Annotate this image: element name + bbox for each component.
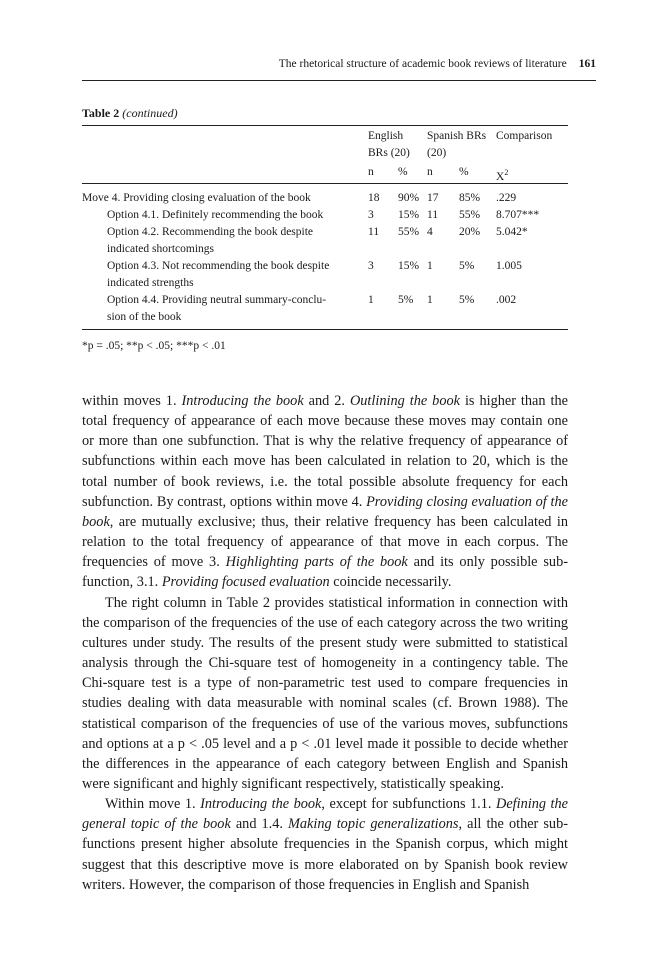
row-label-line1: Option 4.3. Not recommending the book despite (107, 260, 330, 272)
col-header-english (368, 128, 410, 162)
row-label-line2: indicated shortcomings (107, 243, 214, 255)
page-number: 161 (578, 58, 596, 70)
table-caption (82, 106, 178, 121)
row-es-n: 17 (427, 192, 439, 204)
table-bottom-rule (82, 329, 568, 330)
col-header-comparison: Comparison (496, 130, 553, 142)
table-footnote: *p = .05; **p < .05; ***p < .01 (82, 340, 226, 352)
row-es-pct: 5% (459, 260, 475, 272)
row-en-n: 1 (368, 294, 374, 306)
row-chi: 1.005 (496, 260, 522, 272)
paragraph-3: Within move 1. Introducing the book, except for subfunctions 1.1. Defining the general topic of the book and 1.4. Making topic generalizations, all the other subfunctions present higher absolute frequencies in the Spanish corpus, which might suggest that this descriptive move is more elaborated on by Spanish book review writers. However, the comparison of those frequencies in English and Spanish (82, 796, 569, 893)
body-text (82, 391, 568, 895)
sub-header-en-n: n (368, 166, 374, 178)
row-es-n: 4 (427, 226, 433, 238)
row-chi: .229 (496, 192, 517, 204)
chi-symbol: X (496, 170, 505, 183)
row-es-pct: 55% (459, 209, 481, 221)
row-label (107, 258, 329, 292)
col-header-spanish-line2: (20) (427, 147, 447, 159)
row-en-pct: 5% (398, 294, 414, 306)
row-chi: 5.042* (496, 226, 528, 238)
row-label (107, 292, 326, 326)
row-en-pct: 15% (398, 260, 420, 272)
row-en-pct: 55% (398, 226, 420, 238)
table-continued: (continued) (122, 106, 178, 120)
row-label-line1: Option 4.2. Recommending the book despite (107, 226, 314, 238)
row-es-n: 1 (427, 294, 433, 306)
table-top-rule (82, 125, 568, 126)
sub-header-es-n: n (427, 166, 433, 178)
row-es-n: 1 (427, 260, 433, 272)
col-header-english-line2: BRs (20) (368, 147, 410, 159)
running-title: The rhetorical structure of academic book reviews of literature (278, 58, 567, 70)
row-label-line1: Option 4.4. Providing neutral summary-conclu- (107, 294, 327, 306)
row-en-n: 11 (368, 226, 380, 238)
chi-superscript: 2 (504, 168, 509, 177)
running-head (82, 58, 596, 70)
paragraph-2: The right column in Table 2 provides statistical information in connection with the comparison of the frequencies of the use of each category across the two writing cultures under study. The results of the present study were submitted to statistical analysis through the Chi-square test of homogeneity in a contingency table. The Chi-square test is a type of non-parametric test used to compare frequencies in studies dealing with data measurable with nominal scales (cf. Brown 1988). The statistical comparison of the frequencies of use of the various moves, subfunctions and options at a p < .05 level and a p < .01 level made it possible to decide whether the differences in the appearance of each category between English and Spanish were significant and highly significant respectively, statistically speaking. (82, 594, 568, 792)
row-label-line2: indicated strengths (107, 277, 194, 289)
row-label-line2: sion of the book (107, 311, 182, 323)
row-chi: 8.707*** (496, 209, 540, 221)
header-rule (82, 80, 596, 81)
row-label: Move 4. Providing closing evaluation of the book (82, 192, 311, 204)
row-en-pct: 90% (398, 192, 420, 204)
row-es-pct: 20% (459, 226, 481, 238)
row-en-pct: 15% (398, 209, 420, 221)
row-en-n: 3 (368, 209, 374, 221)
col-header-spanish-line1: Spanish BRs (427, 130, 487, 142)
col-header-english-line1: English (368, 130, 404, 142)
paragraph-1: within moves 1. Introducing the book and 2. Outlining the book is higher than the total frequency of appearance of each move because these moves may contain one or more than one subfunction. That is why the relative frequency of appearance of subfunctions within each move has been calculated in relation to 20, which is the total number of book reviews, i.e. the total possible absolute frequency for each subfunction. By contrast, options within move 4. Providing closing evaluation of the book, are mutually exclusive; thus, their relative frequency has been calculated in relation to the total frequency of appearance of that move in each corpus. The frequencies of move 3. Highlighting parts of the book and its only possible subfunction, 3.1. Providing focused evaluation coincide necessarily. (82, 393, 568, 591)
row-en-n: 18 (368, 192, 380, 204)
row-en-n: 3 (368, 260, 374, 272)
row-es-n: 11 (427, 209, 439, 221)
row-label: Option 4.1. Definitely recommending the book (107, 209, 324, 221)
sub-header-es-pct: % (459, 166, 469, 178)
row-es-pct: 5% (459, 294, 475, 306)
row-chi: .002 (496, 294, 517, 306)
table-label: Table 2 (82, 106, 120, 120)
row-label (107, 224, 313, 258)
table-header-rule (82, 183, 568, 184)
sub-header-en-pct: % (398, 166, 408, 178)
col-header-spanish (427, 128, 486, 162)
row-es-pct: 85% (459, 192, 481, 204)
